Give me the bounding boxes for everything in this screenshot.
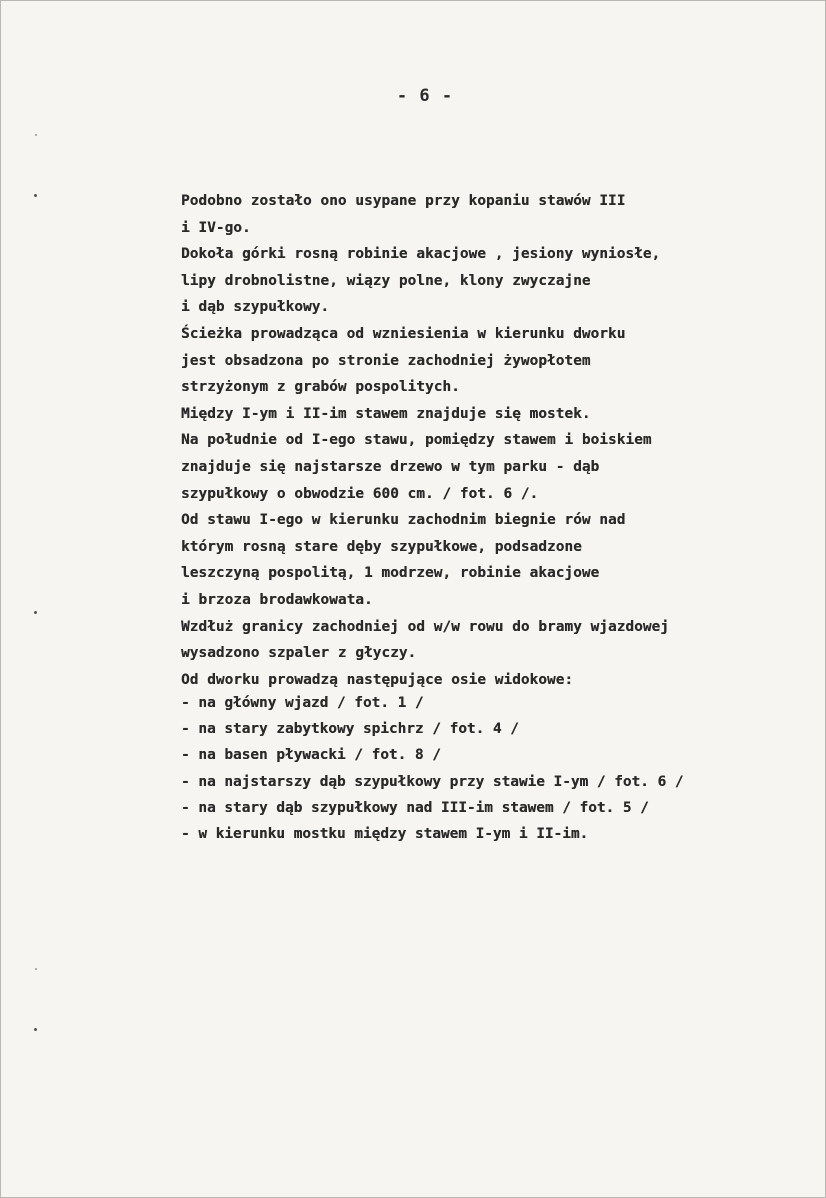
text-line: i dąb szypułkowy. xyxy=(181,299,330,316)
list-item: - na stary dąb szypułkowy nad III-im stawem / fot. 5 / xyxy=(181,799,649,816)
text-line: i brzoza brodawkowata. xyxy=(181,591,373,608)
text-line: Podobno zostało ono usypane przy kopaniu stawów III xyxy=(181,193,626,209)
text-line: leszczyną pospolitą, 1 modrzew, robinie akacjowe xyxy=(181,565,600,582)
margin-speck xyxy=(34,1028,37,1031)
margin-speck xyxy=(34,611,37,614)
list-item: - na najstarszy dąb szypułkowy przy stawie I-ym / fot. 6 / xyxy=(181,773,684,790)
text-line: strzyżonym z grabów pospolitych. xyxy=(181,379,460,396)
text-line: Dokoła górki rosną robinie akacjowe , jesiony wyniosłe, xyxy=(181,246,661,263)
text-line: Na południe od I-ego stawu, pomiędzy stawem i boiskiem xyxy=(181,432,652,449)
text-line: Wzdłuż granicy zachodniej od w/w rowu do bramy wjazdowej xyxy=(181,618,669,635)
text-line: Między I-ym i II-im stawem znajduje się mostek. xyxy=(181,405,591,422)
text-line: Od dworku prowadzą następujące osie widokowe: xyxy=(181,671,574,688)
body-text xyxy=(181,188,801,693)
page-number: - 6 - xyxy=(396,86,454,106)
text-line: wysadzono szpaler z głyczy. xyxy=(181,645,417,662)
margin-speck xyxy=(34,194,37,197)
text-line: jest obsadzona po stronie zachodniej żywopłotem xyxy=(181,352,591,369)
list-item: - w kierunku mostku między stawem I-ym i II-im. xyxy=(181,825,589,842)
margin-speck xyxy=(35,968,37,970)
text-line: szypułkowy o obwodzie 600 cm. / fot. 6 /. xyxy=(181,485,539,502)
list-item: - na stary zabytkowy spichrz / fot. 4 / xyxy=(181,721,519,738)
text-line: lipy drobnolistne, wiązy polne, klony zwyczajne xyxy=(181,272,591,289)
margin-speck xyxy=(35,134,37,136)
text-line: i IV-go. xyxy=(181,219,251,236)
view-axes-list xyxy=(181,690,801,847)
text-line: znajduje się najstarsze drzewo w tym parku - dąb xyxy=(181,458,600,475)
text-line: którym rosną stare dęby szypułkowe, podsadzone xyxy=(181,538,582,555)
list-item: - na główny wjazd / fot. 1 / xyxy=(181,695,424,711)
list-item: - na basen pływacki / fot. 8 / xyxy=(181,747,441,764)
text-line: Od stawu I-ego w kierunku zachodnim biegnie rów nad xyxy=(181,512,626,529)
text-line: Ścieżka prowadząca od wzniesienia w kierunku dworku xyxy=(181,325,626,342)
